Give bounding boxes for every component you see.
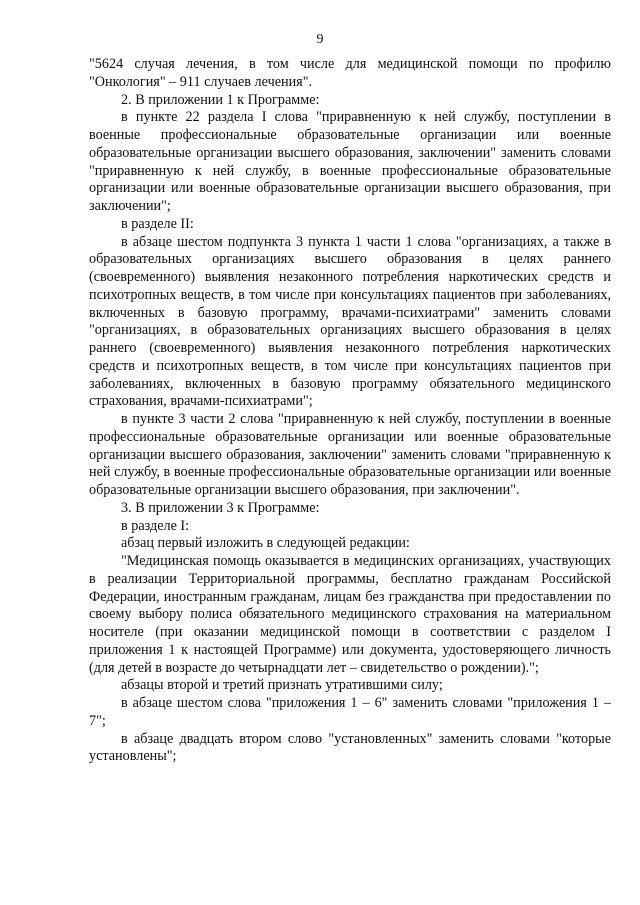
paragraph-section-1-heading: в разделе I: [121,517,190,534]
paragraph-abzac-22-replace: в абзаце двадцать втором слово "установленных" заменить словами "которые установлены"; [89,730,611,765]
paragraph-continuation: "5624 случая лечения, в том числе для медицинской помощи по профилю "Онкология" – 911 случаев лечения". [89,56,611,90]
paragraph-abzac-6-amendment: в абзаце шестом подпункта 3 пункта 1 части 1 слова "организациях, а также в образовательных организациях высшего образования в целях раннего (своевременного) выявления незаконного потребления наркотических средств и психотропных веществ, в том числе при консультациях пациентов при заболеваниях, включенных в базовую программу, врачами-психиатрами" заменить словами "организациях, в образовательных организациях высшего образования в целях раннего (своевременного) выявления незаконного потребления наркотических средств и психотропных веществ, в том числе при консультациях пациентов при заболеваниях, включенных в базовую программу обязательного медицинского страхования, врачами-психиатрами"; [89,233,611,410]
paragraph-first-abzac-instruction: абзац первый изложить в следующей редакции: [121,535,410,552]
paragraph-item-3-heading: 3. В приложении 3 к Программе: [121,499,320,516]
paragraph-new-wording: "Медицинская помощь оказывается в медицинских организациях, участвующих в реализации Территориальной программы, бесплатно гражданам Российской Федерации, иностранным гражданам, лицам без гражданства при предоставлении по своему выбору полиса обязательного медицинского страхования на материальном носителе (при оказании медицинской помощи в соответствии с разделом I приложения 1 к настоящей Программе) или документа, удостоверяющего личность (для детей в возрасте до четырнадцати лет – свидетельство о рождении)."; [89,553,611,676]
page-number: 9 [316,32,324,47]
paragraph-section-2-heading: в разделе II: [121,215,194,232]
paragraph-point-22-amendment: в пункте 22 раздела I слова "приравненную к ней службу, поступлении в военные профессиональные образовательные организации или военные образовательные организации высшего образования, заключении" заменить словами "приравненную к ней службу, в военные профессиональные образовательные организации или военные образовательные организации высшего образования, при заключении"; [89,109,611,214]
paragraph-repeal: абзацы второй и третий признать утратившими силу; [121,677,443,694]
paragraph-point-3-amendment: в пункте 3 части 2 слова "приравненную к ней службу, поступлении в военные профессиональные образовательные организации или военные образовательные организации высшего образования, заключении" заменить словами "приравненную к ней службу, в военные профессиональные образовательные организации или военные образовательные организации высшего образования, при заключении". [89,411,611,498]
paragraph-item-2-heading: 2. В приложении 1 к Программе: [121,91,320,108]
document-body [89,56,611,766]
paragraph-abzac-6-replace: в абзаце шестом слова "приложения 1 – 6" заменить словами "приложения 1 – 7"; [89,695,611,729]
